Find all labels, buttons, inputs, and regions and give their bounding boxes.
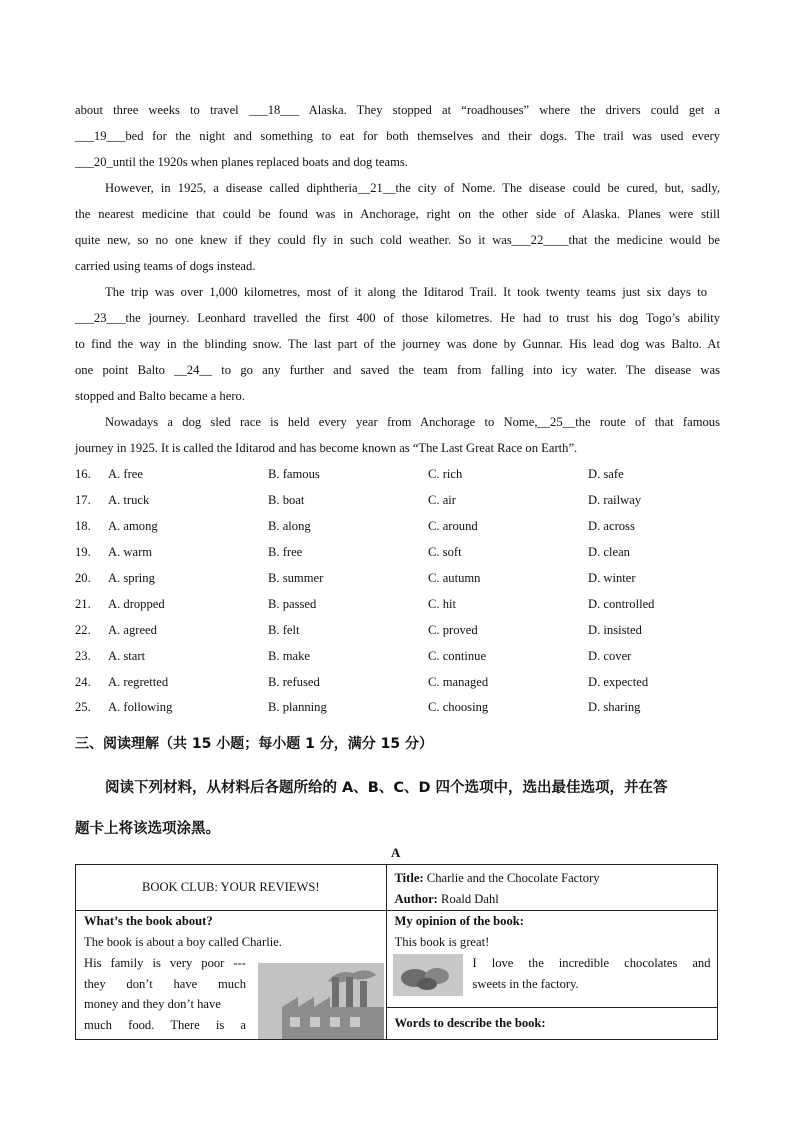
passage-line: the nearest medicine that could be found was in Anchorage, right on the other side of Alaska. Planes were still	[75, 207, 720, 221]
author-label: Author:	[394, 892, 438, 906]
question-row	[75, 545, 735, 565]
title-author-cell	[386, 865, 718, 911]
question-number: 19.	[75, 545, 91, 559]
passage-line: The trip was over 1,000 kilometres, most of it along the Iditarod Trail. It took twenty teams just six days to	[105, 285, 707, 299]
option-d: D. expected	[588, 675, 649, 689]
instruction-line: 阅读下列材料，从材料后各题所给的 A、B、C、D 四个选项中，选出最佳选项，并在答	[105, 780, 668, 796]
passage-label: A	[391, 845, 401, 860]
question-row	[75, 649, 735, 669]
question-row	[75, 519, 735, 539]
question-number: 22.	[75, 623, 91, 637]
option-a: A. regretted	[108, 675, 169, 689]
title-label: Title:	[394, 871, 424, 885]
question-row	[75, 623, 735, 643]
option-a: A. truck	[108, 493, 150, 507]
option-a: A. following	[108, 700, 173, 714]
about-text: His family is very poor ---	[84, 956, 246, 970]
factory-image	[258, 963, 384, 1039]
passage-line: ___19___bed for the night and something to eat for both themselves and their dogs. The trail was used every	[75, 129, 720, 143]
question-number: 16.	[75, 467, 91, 481]
question-row	[75, 493, 735, 513]
option-b: B. make	[268, 649, 310, 663]
question-row	[75, 700, 735, 720]
passage-line: Nowadays a dog sled race is held every year from Anchorage to Nome,__25__the route of that famous	[105, 415, 720, 429]
question-row	[75, 675, 735, 695]
chocolates-image	[393, 954, 463, 996]
question-number: 24.	[75, 675, 91, 689]
option-b: B. passed	[268, 597, 317, 611]
opinion-text: I love the incredible chocolates and	[472, 956, 711, 970]
passage-line: to find the way in the blinding snow. The last part of the journey was done by Gunnar. His lead dog was Balto. At	[75, 337, 720, 351]
option-a: A. free	[108, 467, 143, 481]
question-number: 23.	[75, 649, 91, 663]
question-number: 25.	[75, 700, 91, 714]
about-cell	[76, 911, 387, 1040]
words-heading: Words to describe the book:	[394, 1016, 546, 1030]
option-a: A. agreed	[108, 623, 157, 637]
question-row	[75, 467, 735, 487]
option-b: B. planning	[268, 700, 327, 714]
section-heading: 三、阅读理解（共 15 小题；每小题 1 分，满分 15 分）	[75, 736, 433, 752]
about-text: money and they don’t have	[84, 997, 221, 1011]
passage-line: one point Balto __24__ to go any further and saved the team from falling into icy water. The disease was	[75, 363, 720, 377]
option-a: A. start	[108, 649, 146, 663]
option-a: A. dropped	[108, 597, 165, 611]
question-row	[75, 571, 735, 591]
book-author: Roald Dahl	[437, 892, 499, 906]
question-number: 17.	[75, 493, 91, 507]
option-c: C. choosing	[428, 700, 489, 714]
option-d: D. insisted	[588, 623, 642, 637]
option-d: D. across	[588, 519, 635, 533]
passage-line: carried using teams of dogs instead.	[75, 259, 256, 273]
option-d: D. clean	[588, 545, 630, 559]
option-b: B. famous	[268, 467, 320, 481]
option-c: C. hit	[428, 597, 456, 611]
instruction-line: 题卡上将该选项涂黑。	[75, 821, 220, 837]
option-c: C. air	[428, 493, 456, 507]
option-a: A. warm	[108, 545, 153, 559]
book-club-heading: BOOK CLUB: YOUR REVIEWS!	[141, 880, 320, 894]
option-c: C. continue	[428, 649, 487, 663]
about-text: The book is about a boy called Charlie.	[84, 935, 282, 949]
option-b: B. along	[268, 519, 311, 533]
book-review-table	[75, 864, 718, 1040]
option-b: B. boat	[268, 493, 305, 507]
opinion-text: This book is great!	[394, 935, 490, 949]
passage-line: However, in 1925, a disease called diphtheria__21__the city of Nome. The disease could be cured, but, sadly,	[105, 181, 720, 195]
question-number: 18.	[75, 519, 91, 533]
option-b: B. refused	[268, 675, 320, 689]
option-c: C. around	[428, 519, 478, 533]
option-d: D. sharing	[588, 700, 641, 714]
option-b: B. free	[268, 545, 303, 559]
table-header-cell	[76, 865, 387, 911]
opinion-cell	[386, 911, 718, 1040]
about-heading: What’s the book about?	[84, 914, 213, 928]
option-d: D. railway	[588, 493, 642, 507]
option-d: D. controlled	[588, 597, 655, 611]
passage-line: stopped and Balto became a hero.	[75, 389, 245, 403]
option-d: D. winter	[588, 571, 636, 585]
about-text: they don’t have much	[84, 977, 246, 991]
question-row	[75, 597, 735, 617]
option-d: D. cover	[588, 649, 632, 663]
question-number: 21.	[75, 597, 91, 611]
passage-line: ___23___the journey. Leonhard travelled the first 400 of those kilometres. He had to trust his dog Togo’s ability	[75, 311, 720, 325]
option-b: B. summer	[268, 571, 324, 585]
passage-line: quite new, so no one knew if they could fly in such cold weather. So it was___22____that the medicine would be	[75, 233, 720, 247]
about-text: much food. There is a	[84, 1018, 246, 1032]
option-c: C. soft	[428, 545, 462, 559]
book-title: Charlie and the Chocolate Factory	[423, 871, 600, 885]
option-c: C. autumn	[428, 571, 481, 585]
option-c: C. managed	[428, 675, 489, 689]
passage-line: ___20_until the 1920s when planes replaced boats and dog teams.	[75, 155, 408, 169]
passage-line: about three weeks to travel ___18___ Alaska. They stopped at “roadhouses” where the drivers could get a	[75, 103, 720, 117]
question-number: 20.	[75, 571, 91, 585]
option-a: A. spring	[108, 571, 155, 585]
option-c: C. rich	[428, 467, 463, 481]
opinion-text: sweets in the factory.	[472, 977, 579, 991]
opinion-heading: My opinion of the book:	[394, 914, 524, 928]
option-c: C. proved	[428, 623, 478, 637]
option-d: D. safe	[588, 467, 624, 481]
passage-line: journey in 1925. It is called the Iditarod and has become known as “The Last Great Race on Earth”.	[75, 441, 578, 455]
option-b: B. felt	[268, 623, 300, 637]
option-a: A. among	[108, 519, 158, 533]
